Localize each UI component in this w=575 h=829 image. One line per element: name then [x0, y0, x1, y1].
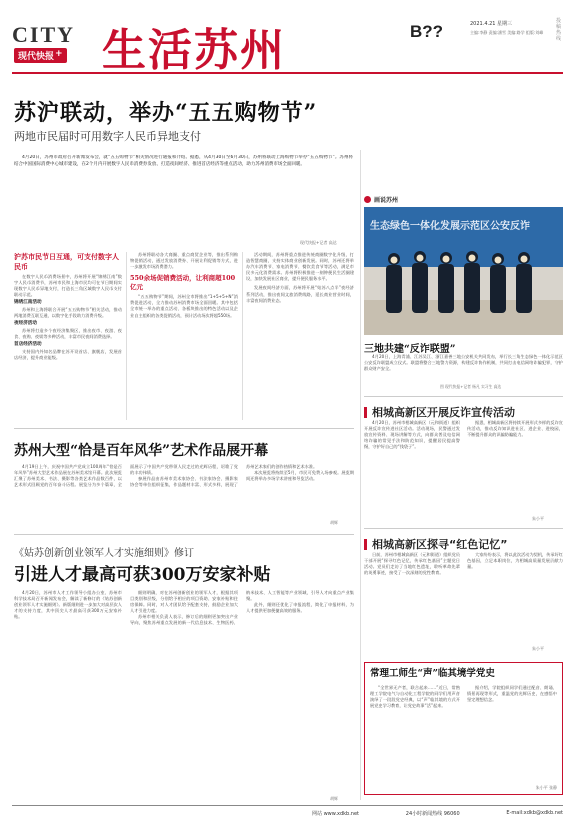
- photo-credit: 图 现代快报+记者 杨凡 实习生 高达: [440, 384, 502, 389]
- lead-col-1: [14, 252, 122, 422]
- lead-sub2-heading: 夜经济活动: [14, 321, 37, 327]
- photo-caption-text: 4月20日，上海青浦、江苏吴江、浙江嘉善三地公安机关共同发布，举行长三角生态绿色一体化示范区公安反诈联盟成立仪式。联盟将整合三地警力资源，构建反诈协作机制，共同打击电信网络诈骗犯罪，守护群众财产安全。: [364, 354, 563, 372]
- talent-text-4: 此外，细则还优化了申报流程，简化了申报材料，为人才提供更加便捷高效的服务。: [246, 602, 354, 614]
- redmem-headline: [364, 536, 507, 552]
- talent-body: [14, 590, 354, 795]
- paper-name: 现代快报: [18, 52, 55, 62]
- photo-caption-title: 三地共建“反诈联盟”: [364, 344, 456, 355]
- footer: [12, 810, 563, 817]
- art-text-2: 参展作品由苏州市美术家协会、书法家协会、摄影家协会等单位组织征集，作品题材丰富、形式多样，展现了苏州艺术家们的创作热情和艺术水准。: [130, 464, 318, 488]
- section-rule: [14, 428, 354, 429]
- section-rule: [364, 396, 563, 397]
- lead-sub1-heading: 锦绣江南活动: [14, 300, 42, 306]
- page-divider: [360, 150, 361, 800]
- art-text-1: 4月19日上午，庆祝中国共产党成立100周年“恰是百年风华”苏州大型艺术作品展在苏州美术馆开幕。此次展览汇聚了苏州美术、书法、摄影等各类艺术作品数百件，以艺术形式回顾党的百年奋斗历程。展览分为多个篇章，全面展示了中国共产党带领人民走过的光辉历程，讴歌了党的丰功伟绩。: [14, 464, 238, 488]
- talent-headline: 引进人才最高可获300万安家补贴: [14, 565, 271, 585]
- lead-sub1-text: 苏州和上海将联合开展“五五购物节”相关活动，推动两地消费互联互通，以数字化手段助力消费升级。: [14, 306, 122, 319]
- footer-middle: 24小时新闻热线 96060: [405, 811, 460, 817]
- xiangcheng-text-2: 据悉，相城高新区将持续开展形式多样的反诈宣传活动，推动反诈知识进社区、进企业、进校园，不断提升群众的识骗防骗能力。: [467, 420, 563, 438]
- lead-col3-text: 活动期间，苏州将重点推进传统商圈数字化升级，打造智慧商圈，支持实体商业创新发展。同时，苏州还将举办汽车消费节、家电消费节、餐饮美食节等活动，满足市民多元化消费需求。苏州将积极推进一刻钟便民生活圈建设，加快发展社区商业，提升便民服务水平。: [246, 252, 354, 282]
- city-label: CITY: [12, 22, 76, 47]
- paper-logo: [14, 48, 67, 63]
- lead-col3-text-2: 发展夜间经济方面，苏州将开展“姑苏八点半”夜经济系列活动，推出夜间文旅消费线路，延长商业营业时间，丰富夜间消费业态。: [246, 285, 354, 303]
- photo-section-label: [364, 195, 398, 204]
- lead-subhead: 两地市民届时可用数字人民币异地支付: [14, 130, 201, 143]
- teacher-text-1: “全世界无产者，联合起来……”近日，常熟理工学院电气与自动化工程学院的同学们用声音演绎了一段段党史经典，以“声”临其境的方式开展党史学习教育，让党史故事“活”起来。: [370, 685, 460, 709]
- xiangcheng-byline: 朱小平: [532, 516, 544, 521]
- camera-icon: [364, 196, 371, 203]
- footer-right: E-mail:xdkb@xdkb.net: [506, 810, 563, 816]
- teacher-headline: 常理工师生“声”临其境学党史: [370, 668, 495, 679]
- lead-byline: 现代快报+记者 高达: [300, 240, 337, 245]
- lead-col2-text: 苏州将联动各大商圈、重点商贸企业等，推出系列购物促销活动，通过发放消费券、开展让利促销等方式，进一步激发市场消费潜力。: [130, 252, 238, 270]
- page-number: B??: [410, 22, 444, 41]
- xiangcheng-text-1: 4月20日，苏州市相城高新区（元和街道）组织开展反诈宣传进社区活动。活动现场，民警通过发放宣传资料、现场讲解等方式，向群众普及电信网络诈骗的常见手法和防范知识，提醒居民提高警惕，守护好自己的“钱袋子”。: [364, 420, 460, 450]
- masthead: [0, 0, 575, 78]
- section-rule: [364, 528, 563, 529]
- art-body: [14, 464, 354, 526]
- lead-para2-text: 在数字人民币消费场景中，苏州将开展“锦绣江南”数字人民币消费节，苏州市民和上海市民均可在节日期间实现数字人民币异地支付，打造长三角区域数字人民币支付联动示范。: [14, 274, 122, 298]
- paper-plus: +: [55, 49, 63, 59]
- section-rule: [14, 534, 354, 535]
- redmem-byline: 朱小平: [532, 646, 544, 651]
- talent-text-1: 4月20日，苏州市人才工作领导小组办公室、苏州市科学技术局召开新闻发布会，解读了新修订的《姑苏创新创业领军人才实施细则》。新版细则进一步加大对高层次人才的支持力度，其中顶尖人才最高可获300万元安家补贴。: [14, 590, 122, 620]
- xiangcheng-headline: [364, 404, 515, 420]
- redmem-text-2: 大家纷纷表示，将以此次活动为契机，传承好红色基因，立足本职岗位，为相城高质量发展贡献力量。: [467, 552, 563, 570]
- lead-headline: 苏沪联动，举办“五五购物节”: [14, 100, 318, 126]
- photo-banner-text: 生态绿色一体化发展示范区公安反诈: [370, 221, 530, 232]
- art-byline: 胡辉: [330, 520, 338, 525]
- xiangcheng-headline-text: 相城高新区开展反诈宣传活动: [372, 406, 515, 419]
- lead-intro: [14, 155, 353, 239]
- art-headline: 苏州大型“恰是百年风华”艺术作品展开幕: [14, 443, 269, 459]
- footer-left: 网站 www.xdkb.net: [312, 811, 359, 817]
- col-divider: [242, 252, 243, 420]
- talent-kicker: 《姑苏创新创业领军人才实施细则》修订: [14, 548, 194, 559]
- lead-para2-heading: 沪苏市民节日互通，可支付数字人民币: [14, 252, 119, 271]
- teacher-body: [370, 685, 557, 783]
- issue-date: 2021.4.21 星期三: [470, 21, 513, 27]
- col-divider: [126, 252, 127, 420]
- lead-intro-text: 4月20日，苏州市政府召开新闻发布会，就“五五购物节”相关情况进行通报和介绍。据悉，从4月30日至6月30日，苏州将联动上海购物节举办“五五购物节”。苏州将结合中国国际消费中心城市建设，在2个月内开展数字人民币消费券发放、打造夜间经济、推进首店经济等重点活动，助力苏州消费市场全面回暖。: [14, 155, 353, 167]
- talent-text-3: 苏州市相关负责人表示，修订后的细则更加突出产业导向，聚焦苏州重点发展的新一代信息技术、生物医药、纳米技术、人工智能等产业领域，引导人才向重点产业集聚。: [130, 590, 354, 626]
- redmem-headline-text: 相城高新区探寻“红色记忆”: [372, 538, 508, 551]
- lead-col-3: [246, 252, 354, 422]
- lead-sub3-heading: 首店经济活动: [14, 341, 42, 347]
- footer-rule: [12, 805, 563, 806]
- talent-byline: 胡辉: [330, 796, 338, 801]
- xiangcheng-body: [364, 420, 563, 518]
- hotline-column: 投稿热线: [556, 18, 562, 42]
- talent-text-2: 细则明确，对在苏州创新创业的领军人才，根据其项目类别和层级，分别给予相应的项目资助、安家补贴和住房保障。同时，对人才团队给予配套支持，鼓励企业加大人才引进力度。: [130, 590, 238, 614]
- lead-col-2: [130, 252, 238, 422]
- section-title: 生活苏州: [102, 25, 286, 76]
- redmem-text-1: 日前，苏州市相城高新区（元和街道）组织党员干部开展“探寻红色记忆，传承红色基因”主题党日活动。党员们走访了当地红色遗址，聆听革命先辈的英勇事迹，接受了一次深刻的党性教育。: [364, 552, 460, 576]
- teacher-text-2: 据介绍，学院组织同学们通过配音、朗诵、情景再现等形式，重温党的光辉历史，在感悟中坚定理想信念。: [467, 685, 557, 703]
- art-text-3: 本次展览将持续至5月，市民可免费入场参观。展览期间还将举办多场学术讲座和导览活动。: [246, 470, 354, 482]
- news-photo: [364, 207, 563, 335]
- photo-section-title: 画说苏州: [374, 197, 399, 204]
- teacher-box: [364, 662, 563, 795]
- lead-col2-heading: 550余场促销费活动，让利商超100亿元: [130, 274, 236, 292]
- staff-list: 主编:李静 责编:潘雪 美编:路学 组版:刘峰: [470, 30, 544, 35]
- lead-col2-text-2: “五五购物节”期间，苏州全市将推出“1+5+5+N”消费促进活动，全力推动苏州消费市场全面回暖。其中包括全市统一举办的重点活动、各板块推出的特色活动以及企业自主组织的各类促销活动，预计活动场次将超550场。: [130, 294, 238, 318]
- redmem-body: [364, 552, 563, 648]
- lead-sub3-text: 支持国内外知名品牌在苏开设首店、旗舰店，发展首店经济，提升商业能级。: [14, 348, 122, 360]
- masthead-rule: [12, 72, 563, 74]
- photo-caption: [364, 354, 563, 384]
- lead-sub2-text: 苏州将打造多个夜经济集聚区，推出夜市、夜游、夜食、夜购、夜娱等多种活动，丰富市民夜间消费选择。: [14, 327, 122, 339]
- teacher-byline: 朱小平 张静: [535, 785, 557, 790]
